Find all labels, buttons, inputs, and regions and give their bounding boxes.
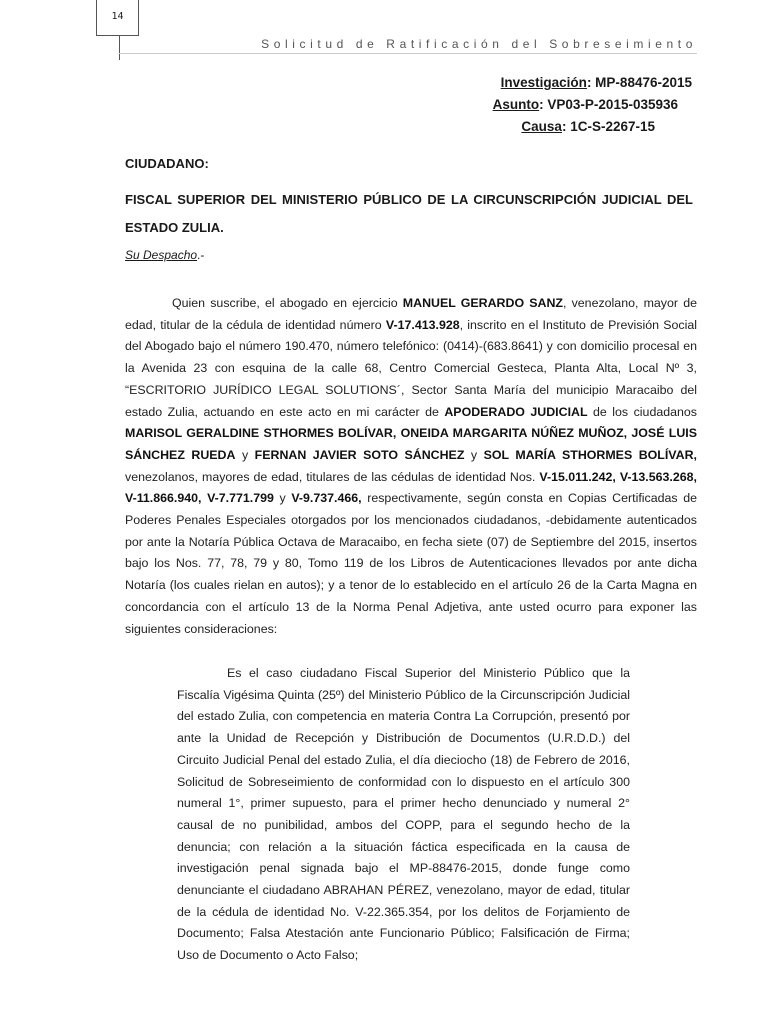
ref-investigacion-label: Investigación xyxy=(500,75,587,90)
p1-bold-1: MANUEL GERARDO SANZ xyxy=(402,296,563,310)
salutation: CIUDADANO: xyxy=(125,156,209,171)
p1-text-6: y xyxy=(464,447,484,462)
p1-bold-6: SOL MARÍA STHORMES BOLÍVAR, xyxy=(483,447,697,462)
p1-text-4: de los ciudadanos xyxy=(587,404,697,419)
p1-text-9: respectivamente, según consta en Copias Certificadas de Poderes Penales Especiales otorgados por los mencionados ciudadanos, -debidamente autenticados por ante la Notaría Pública Octava de Maracaibo, en fecha siete (07) de Septiembre del 2015, insertos bajo los Nos. 77, 78, 79 y 80, Tomo 119 de los Libros de Autenticaciones llevados por ante dicha Notaría (los cuales rielan en autos); y a tenor de lo establecido en el artículo 26 de la Carta Magna en concordancia con el artículo 13 de la Norma Penal Adjetiva, ante usted ocurro para exponer las siguientes consideraciones: xyxy=(125,491,697,636)
p1-text-3: , inscrito en el Instituto de Previsión Social del Abogado bajo el número 190.470, número telefónico: (0414)-(683.8641) y con domicilio procesal en la Avenida 23 con esquina de la calle 68, Centro Comercial Gesteca, Planta Alta, Local Nº 3, “ESCRITORIO JURÍDICO LEGAL SOLUTIONS´, Sector Santa María del municipio Maracaibo del estado Zulia, actuando en este acto en mi carácter de xyxy=(125,317,697,419)
page-number: 14 xyxy=(96,0,139,36)
ref-investigacion xyxy=(493,72,692,94)
ref-causa-value: : 1C-S-2267-15 xyxy=(561,119,655,134)
p1-bold-2: V-17.413.928 xyxy=(385,317,460,332)
reference-block xyxy=(493,72,692,138)
ref-asunto-label: Asunto xyxy=(492,97,540,112)
p1-bold-8: V-9.737.466, xyxy=(291,491,362,506)
p1-bold-3: APODERADO JUDICIAL xyxy=(444,404,588,419)
p1-bold-7: V-15.011.242, V-13.563.268, V-11.866.940, V-7.771.799 xyxy=(125,469,697,506)
p1-text-8: y xyxy=(273,491,292,506)
ref-causa xyxy=(493,116,655,138)
addressee: FISCAL SUPERIOR DEL MINISTERIO PÚBLICO DE LA CIRCUNSCRIPCIÓN JUDICIAL DEL ESTADO ZULIA. xyxy=(125,192,693,235)
p1-text-5: y xyxy=(235,447,255,462)
p1-bold-4: MARISOL GERALDINE STHORMES BOLÍVAR, ONEIDA MARGARITA NÚÑEZ MUÑOZ, JOSÉ LUIS SÁNCHEZ RUEDA xyxy=(125,426,697,462)
body-paragraph-1 xyxy=(125,293,697,640)
ref-asunto-value: : VP03-P-2015-035936 xyxy=(539,97,678,112)
ref-causa-label: Causa xyxy=(521,119,562,134)
p1-bold-5: FERNAN JAVIER SOTO SÁNCHEZ xyxy=(254,447,465,462)
despacho-label: Su Despacho xyxy=(125,248,198,262)
running-header: Solicitud de Ratificación del Sobreseimiento xyxy=(119,36,697,54)
despacho-suffix: .- xyxy=(197,248,205,262)
p1-text-7: venezolanos, mayores de edad, titulares de las cédulas de identidad Nos. xyxy=(125,469,540,484)
p1-text-1: Quien suscribe, el abogado en ejercicio xyxy=(172,296,403,310)
ref-investigacion-value: : MP-88476-2015 xyxy=(586,75,692,90)
body-paragraph-2: Es el caso ciudadano Fiscal Superior del Ministerio Público que la Fiscalía Vigésima Quinta (25º) del Ministerio Público de la Circunscripción Judicial del estado Zulia, con competencia en materia Contra La Corrupción, presentó por ante la Unidad de Recepción y Distribución de Documentos (U.R.D.D.) del Circuito Judicial Penal del estado Zulia, el día dieciocho (18) de Febrero de 2016, Solicitud de Sobreseimiento de conformidad con lo dispuesto en el artículo 300 numeral 1°, primer supuesto, para el primer hecho denunciado y numeral 2° causal de no punibilidad, ambos del COPP, para el segundo hecho de la denuncia; con relación a la situación fáctica especificada en la causa de investigación penal signada bajo el MP-88476-2015, donde funge como denunciante el ciudadano ABRAHAN PÉREZ, venezolano, mayor de edad, titular de la cédula de identidad No. V-22.365.354, por los delitos de Forjamiento de Documento; Falsa Atestación ante Funcionario Público; Falsificación de Firma; Uso de Documento o Acto Falso; xyxy=(177,666,630,963)
ref-asunto xyxy=(493,94,678,116)
despacho-line xyxy=(125,248,204,262)
p1-text-2: , venezolano, mayor de edad, titular de la cédula de identidad número xyxy=(125,296,697,332)
